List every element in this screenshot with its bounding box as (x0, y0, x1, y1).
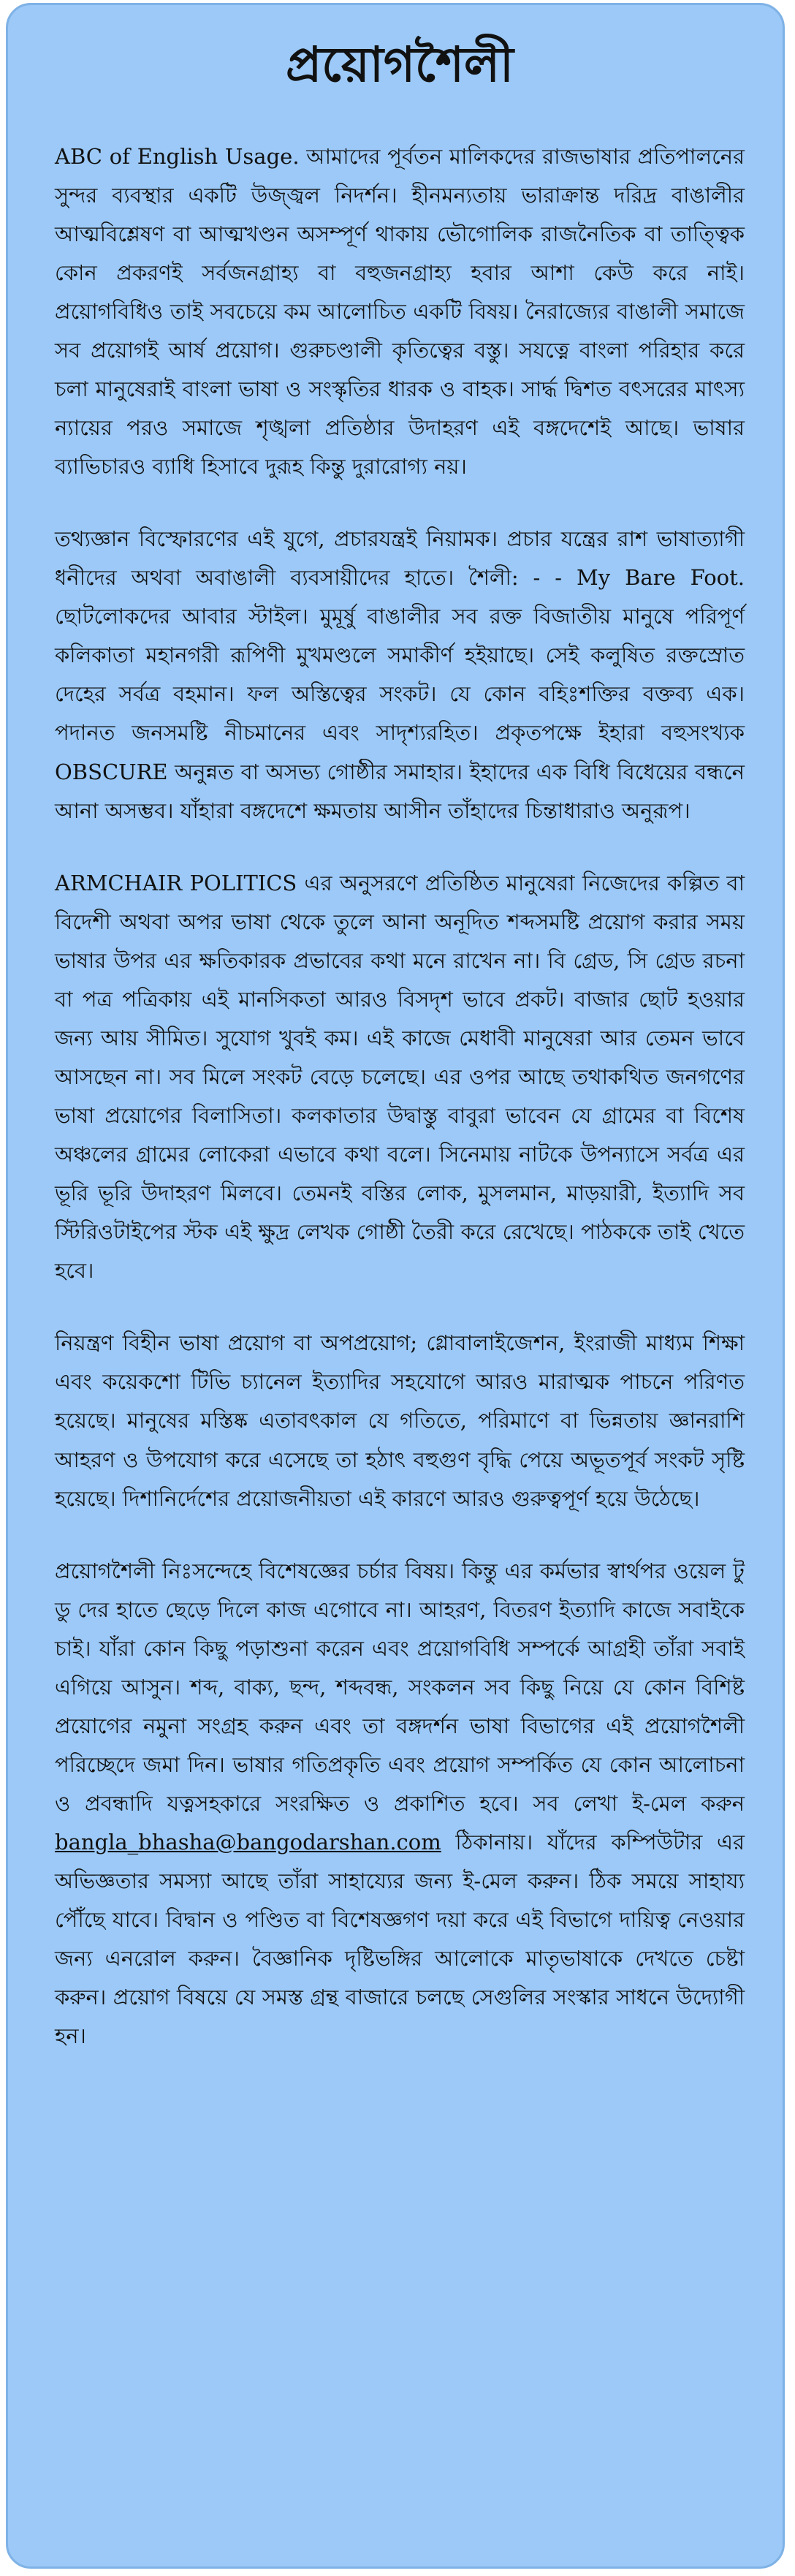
page-title: প্রয়োগশৈলী (286, 37, 514, 93)
paragraph-5-text-before: প্রয়োগশৈলী নিঃসন্দেহে বিশেষজ্ঞের চর্চার বিষয়। কিন্তু এর কর্মভার স্বার্থপর ওয়েল টু ডু দের হাতে ছেড়ে দিলে কাজ এগোবে না। আহরণ, বিতরণ ইত্যাদি কাজে সবাইকে চাই। যাঁরা কোন কিছু পড়াশুনা করেন এবং প্রয়োগবিধি সম্পর্কে আগ্রহী তাঁরা সবাই এগিয়ে আসুন। শব্দ, বাক্য, ছন্দ, শব্দবন্ধ, সংকলন সব কিছু নিয়ে যে কোন বিশিষ্ট প্রয়োগের নমুনা সংগ্রহ করুন এবং তা বঙ্গদর্শন ভাষা বিভাগের এই প্রয়োগশৈলী পরিচ্ছেদে জমা দিন। ভাষার গতিপ্রকৃতি এবং প্রয়োগ সম্পর্কিত যে কোন আলোচনা ও প্রবন্ধাদি যত্নসহকারে সংরক্ষিত ও প্রকাশিত হবে। সব লেখা ই-মেল করুন (55, 1558, 745, 1817)
paragraph-1: ABC of English Usage. আমাদের পূর্বতন মালিকদের রাজভাষার প্রতিপালনের সুন্দর ব্যবস্থার একটি উজ্জ্বল নিদর্শন। হীনমন্যতায় ভারাক্রান্ত দরিদ্র বাঙালীর আত্মবিশ্লেষণ বা আত্মখণ্ডন অসম্পূর্ণ থাকায় ভৌগোলিক রাজনৈতিক বা তাত্ত্বিক কোন প্রকরণই সর্বজনগ্রাহ্য বা বহুজনগ্রাহ্য হবার আশা কেউ করে নাই। প্রয়োগবিধিও তাই সবচেয়ে কম আলোচিত একটি বিষয়। নৈরাজ্যের বাঙালী সমাজে সব প্রয়োগই আর্ষ প্রয়োগ। গুরুচণ্ডালী কৃতিত্বের বস্তু। সযত্নে বাংলা পরিহার করে চলা মানুষেরাই বাংলা ভাষা ও সংস্কৃতির ধারক ও বাহক। সার্দ্ধ দ্বিশত বৎসরের মাৎস্য ন্যায়ের পরও সমাজে শৃঙ্খলা প্রতিষ্ঠার উদাহরণ এই বঙ্গদেশেই আছে। ভাষার ব্যাভিচারও ব্যাধি হিসাবে দুরূহ কিন্তু দুরারোগ্য নয়। (55, 143, 745, 480)
article-panel (6, 3, 785, 2569)
paragraph-2: তথ্যজ্ঞান বিস্ফোরণের এই যুগে, প্রচারযন্ত্রই নিয়ামক। প্রচার যন্ত্রের রাশ ভাষাত্যাগী ধনীদের অথবা অবাঙালী ব্যবসায়ীদের হাতে। শৈলী: - - My Bare Foot. ছোটলোকদের আবার স্টাইল। মুমূর্ষু বাঙালীর সব রক্ত বিজাতীয় মানুষে পরিপূর্ণ কলিকাতা মহানগরী রূপিণী মুখমণ্ডলে সমাকীর্ণ হইয়াছে। সেই কলুষিত রক্তস্রোত দেহের সর্বত্র বহমান। ফল অস্তিত্বের সংকট। যে কোন বহিঃশক্তির বক্তব্য এক। পদানত জনসমষ্টি নীচমানের এবং সাদৃশ্যরহিত। প্রকৃতপক্ষে ইহারা বহুসংখ্যক OBSCURE অনুন্নত বা অসভ্য গোষ্ঠীর সমাহার। ইহাদের এক বিধি বিধেয়ের বন্ধনে আনা অসম্ভব। যাঁহারা বঙ্গদেশে ক্ষমতায় আসীন তাঁহাদের চিন্তাধারাও অনুরূপ। (55, 526, 745, 823)
paragraph-5 (55, 1552, 745, 2056)
email-link[interactable]: bangla_bhasha@bangodarshan.com (55, 1830, 441, 1855)
paragraph-5-text-after: ঠিকানায়। যাঁদের কম্পিউটার এর অভিজ্ঞতার সমস্যা আছে তাঁরা সাহায্যের জন্য ই-মেল করুন। ঠিক সময়ে সাহায্য পৌঁছে যাবে। বিদ্বান ও পণ্ডিত বা বিশেষজ্ঞগণ দয়া করে এই বিভাগে দায়িত্ব নেওয়ার জন্য এনরোল করুন। বৈজ্ঞানিক দৃষ্টিভঙ্গির আলোকে মাতৃভাষাকে দেখতে চেষ্টা করুন। প্রয়োগ বিষয়ে যে সমস্ত গ্রন্থ বাজারে চলছে সেগুলির সংস্কার সাধনে উদ্যোগী হন। (55, 1830, 745, 2049)
paragraph-4: নিয়ন্ত্রণ বিহীন ভাষা প্রয়োগ বা অপপ্রয়োগ; গ্লোবালাইজেশন, ইংরাজী মাধ্যম শিক্ষা এবং কয়েকশো টিভি চ্যানেল ইত্যাদির সহযোগে আরও মারাত্মক পাচনে পরিণত হয়েছে। মানুষের মস্তিষ্ক এতাবৎকাল যে গতিতে, পরিমাণে বা ভিন্নতায় জ্ঞানরাশি আহরণ ও উপযোগ করে এসেছে তা হঠাৎ বহুগুণ বৃদ্ধি পেয়ে অভূতপূর্ব সংকট সৃষ্টি হয়েছে। দিশানির্দেশের প্রয়োজনীয়তা এই কারণে আরও গুরুত্বপূর্ণ হয়ে উঠেছে। (55, 1330, 745, 1511)
paragraph-3: ARMCHAIR POLITICS এর অনুসরণে প্রতিষ্ঠিত মানুষেরা নিজেদের কল্পিত বা বিদেশী অথবা অপর ভাষা থেকে তুলে আনা অনূদিত শব্দসমষ্টি প্রয়োগ করার সময় ভাষার উপর এর ক্ষতিকারক প্রভাবের কথা মনে রাখেন না। বি গ্রেড, সি গ্রেড রচনা বা পত্র পত্রিকায় এই মানসিকতা আরও বিসদৃশ ভাবে প্রকট। বাজার ছোট হওয়ার জন্য আয় সীমিত। সুযোগ খুবই কম। এই কাজে মেধাবী মানুষেরা আর তেমন ভাবে আসছেন না। সব মিলে সংকট বেড়ে চলেছে। এর ওপর আছে তথাকথিত জনগণের ভাষা প্রয়োগের বিলাসিতা। কলকাতার উদ্বাস্তু বাবুরা ভাবেন যে গ্রামের বা বিশেষ অঞ্চলের গ্রামের লোকেরা এভাবে কথা বলে। সিনেমায় নাটকে উপন্যাসে সর্বত্র এর ভূরি ভূরি উদাহরণ মিলবে। তেমনই বস্তির লোক, মুসলমান, মাড়য়ারী, ইত্যাদি সব স্টিরিওটাইপের স্টক এই ক্ষুদ্র লেখক গোষ্ঠী তৈরী করে রেখেছে। পাঠককে তাই খেতে হবে। (55, 870, 745, 1284)
